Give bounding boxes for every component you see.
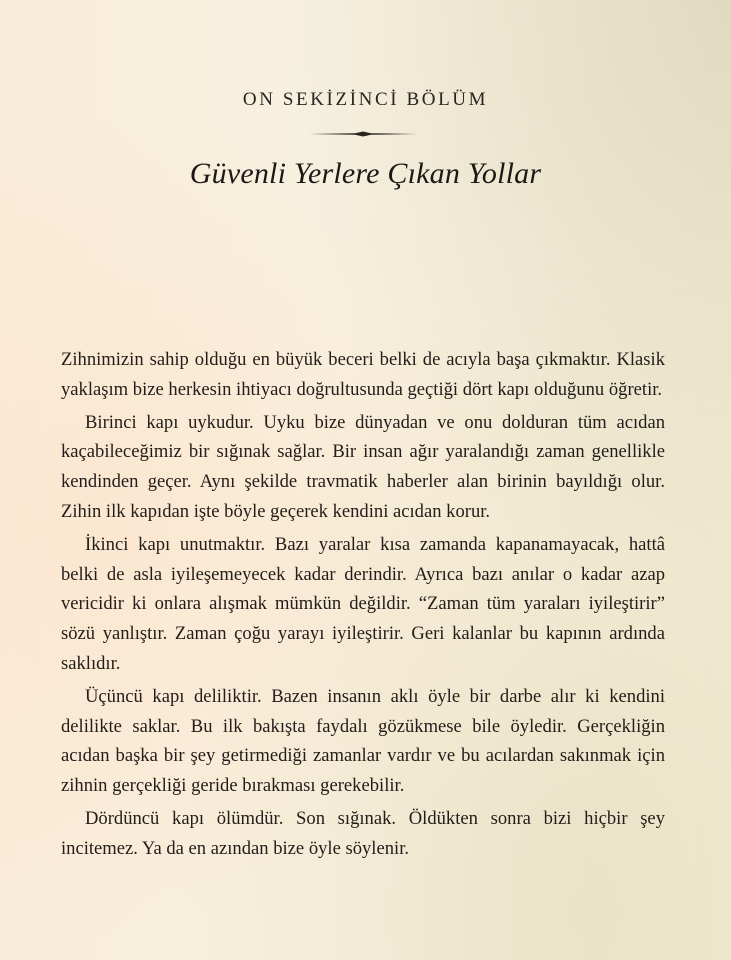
paragraph: Dördüncü kapı ölümdür. Son sığınak. Öldükten sonra bizi hiçbir şey incitemez. Ya da en azından bize öyle söylenir. xyxy=(61,807,665,859)
paragraph: İkinci kapı unutmaktır. Bazı yaralar kısa zamanda kapanamayacak, hattâ belki de asla iyileşemeyecek kadar derindir. Ayrıca bazı anılar o kadar azap vericidir ki onlara alışmak mümkün değildir. “Zaman tüm yaraları iyileştirir” sözü yanlıştır. Zaman çoğu yarayı iyileştirir. Geri kalanlar bu kapının ardında saklıdır. xyxy=(61,533,665,674)
paragraph: Birinci kapı uykudur. Uyku bize dünyadan ve onu dolduran tüm acıdan kaçabileceğimiz bir sığınak sağlar. Bir insan ağır yaralandığı zaman genellikle kendinden geçer. Aynı şekilde travmatik haberler alan birinin bayıldığı olur. Zihin ilk kapıdan işte böyle geçerek kendini acıdan korur. xyxy=(61,411,665,522)
title-divider-ornament xyxy=(309,131,417,137)
paragraph: Üçüncü kapı deliliktir. Bazen insanın aklı öyle bir darbe alır ki kendini delilikte saklar. Bu ilk bakışta faydalı gözükmese bile öyledir. Gerçekliğin acıdan başka bir şey getirmediği zamanlar vardır ve bu acılardan sakınmak için zihnin gerçekliği geride bırakması gerekebilir. xyxy=(61,685,665,797)
chapter-title: Güvenli Yerlere Çıkan Yollar xyxy=(189,157,542,190)
paragraph: Zihnimizin sahip olduğu en büyük beceri belki de acıyla başa çıkmaktır. Klasik yaklaşım bize herkesin ihtiyacı doğrultusunda geçtiği dört kapı olduğunu öğretir. xyxy=(61,349,665,400)
chapter-body xyxy=(61,345,665,867)
chapter-label: ON SEKİZİNCİ BÖLÜM xyxy=(242,89,489,110)
